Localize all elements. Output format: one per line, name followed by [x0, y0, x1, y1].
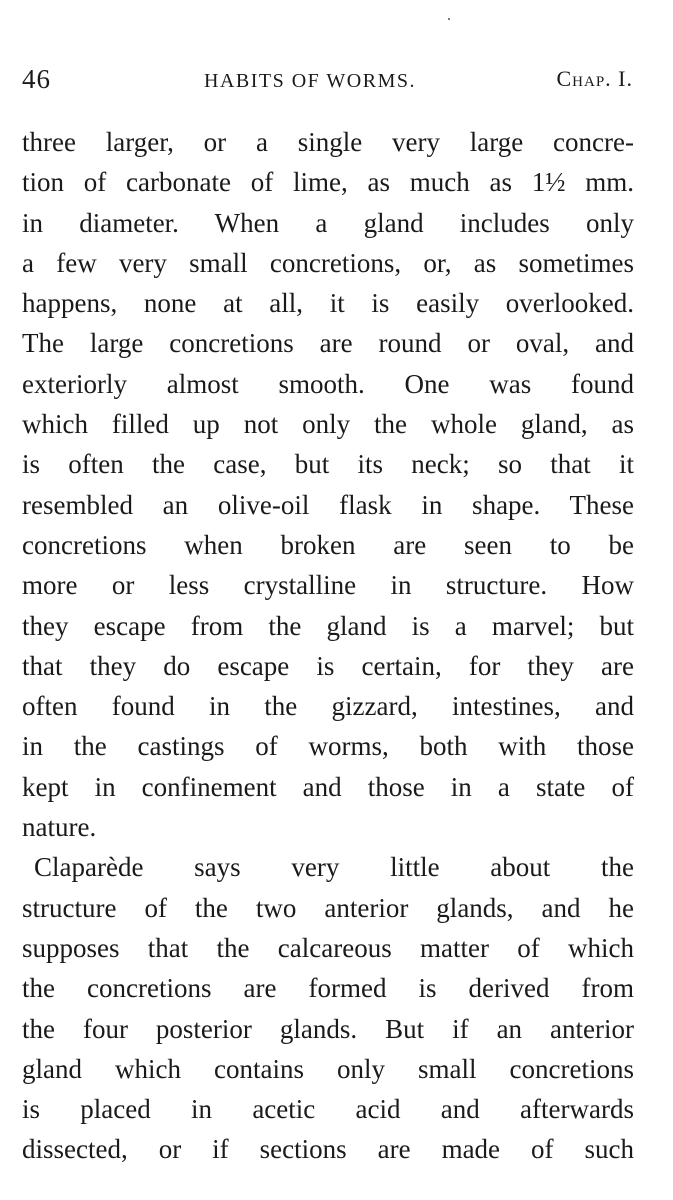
text-line: three larger, or a single very large concre-: [22, 127, 634, 157]
text-line: often found in the gizzard, intestines, and: [22, 691, 634, 722]
text-line: dissected, or if sections are made of such: [22, 1134, 634, 1165]
text-line: resembled an olive-oil flask in shape. These: [22, 489, 634, 520]
text-line: more or less crystalline in structure. How: [22, 570, 634, 601]
text-line: tion of carbonate of lime, as much as 1½ mm.: [22, 167, 634, 198]
text-line: The large concretions are round or oval, and: [22, 328, 634, 359]
text-line: which filled up not only the whole gland, as: [22, 409, 634, 440]
chapter-label: Chap. I.: [556, 66, 633, 91]
paragraph-start-line: Claparède says very little about the: [34, 852, 634, 883]
text-line: they escape from the gland is a marvel; but: [22, 610, 634, 641]
print-speck: [448, 18, 450, 20]
text-line: happens, none at all, it is easily overlooked.: [22, 288, 634, 319]
running-title: HABITS OF WORMS.: [204, 70, 416, 92]
text-line: gland which contains only small concretions: [22, 1053, 634, 1084]
text-line: the four posterior glands. But if an anterior: [22, 1013, 634, 1044]
text-line: concretions when broken are seen to be: [22, 529, 634, 560]
text-line: structure of the two anterior glands, and he: [22, 892, 634, 923]
text-line: is placed in acetic acid and afterwards: [22, 1094, 634, 1125]
text-line: the concretions are formed is derived from: [22, 973, 634, 1004]
running-head: [22, 64, 633, 104]
body-text: [22, 122, 634, 1170]
text-line: in the castings of worms, both with those: [22, 731, 634, 762]
text-line: a few very small concretions, or, as sometimes: [22, 247, 634, 278]
paragraph-end-line: nature.: [22, 812, 97, 843]
text-line: is often the case, but its neck; so that it: [22, 449, 634, 480]
text-line: exteriorly almost smooth. One was found: [22, 368, 634, 399]
text-line: kept in confinement and those in a state of: [22, 771, 634, 802]
text-line: in diameter. When a gland includes only: [22, 207, 634, 238]
text-line: supposes that the calcareous matter of which: [22, 932, 634, 963]
text-line: that they do escape is certain, for they are: [22, 650, 634, 681]
page-number: 46: [22, 64, 51, 94]
